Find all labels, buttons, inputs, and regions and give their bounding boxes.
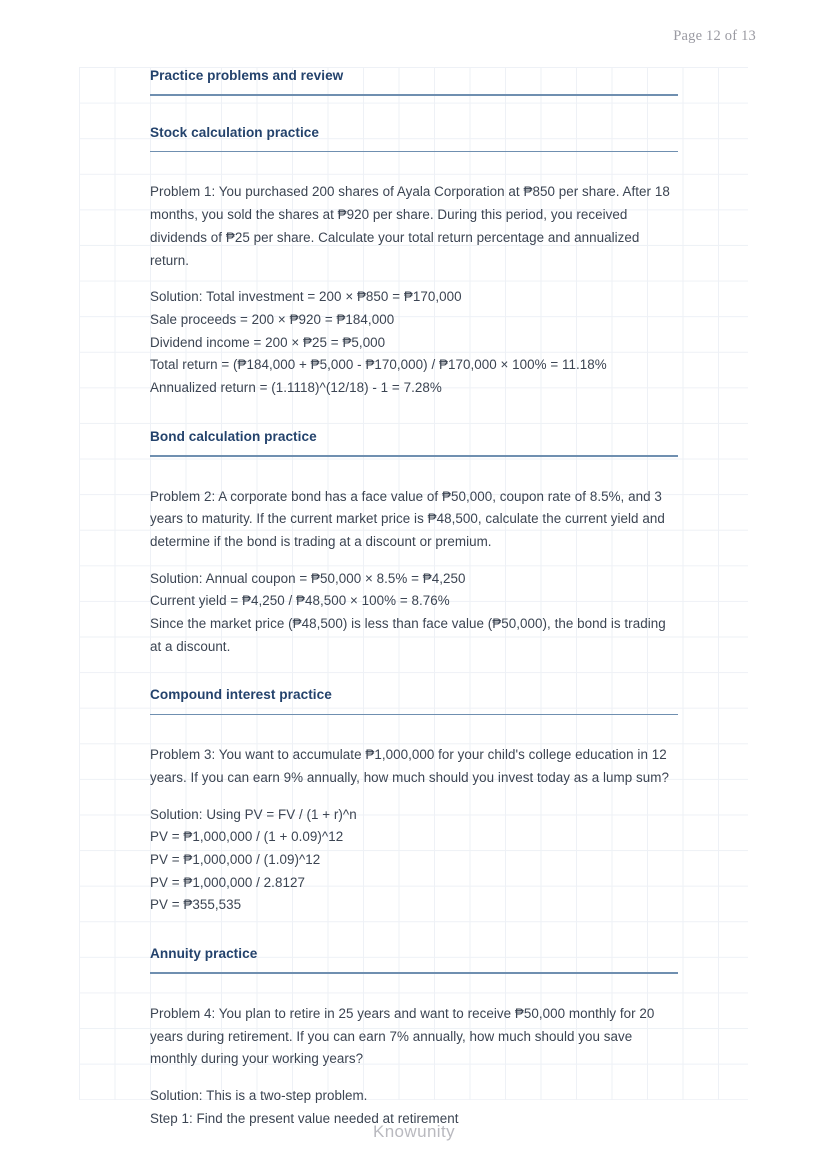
- solution-line: Dividend income = 200 × ₱25 = ₱5,000: [150, 334, 386, 350]
- section-stock-calculation: [150, 124, 678, 400]
- spacer: [150, 96, 678, 124]
- spacer: [150, 272, 678, 286]
- section-bond-calculation: [150, 428, 678, 659]
- spacer: [150, 400, 678, 428]
- section-annuity: [150, 945, 678, 1130]
- spacer: [150, 554, 678, 568]
- spacer: [150, 1071, 678, 1085]
- spacer: [150, 457, 678, 486]
- document-title-block: [150, 67, 678, 96]
- solution-line: PV = ₱1,000,000 / 2.8127: [150, 874, 305, 890]
- solution-line: Solution: Using PV = FV / (1 + r)^n: [150, 806, 357, 822]
- spacer: [150, 152, 678, 181]
- solution-line: Sale proceeds = 200 × ₱920 = ₱184,000: [150, 311, 395, 327]
- spacer: [150, 715, 678, 744]
- solution-line: Annualized return = (1.1118)^(12/18) - 1 = 7.28%: [150, 380, 442, 396]
- page-title: Practice problems and review: [150, 68, 344, 83]
- spacer: [150, 790, 678, 804]
- section-heading: Bond calculation practice: [150, 428, 317, 444]
- section-compound-interest: [150, 686, 678, 917]
- problem-statement: Problem 4: You plan to retire in 25 years and want to receive ₱50,000 monthly for 20 years during retirement. If you can earn 7% annually, how much should you save monthly during your working years?: [150, 1005, 655, 1067]
- spacer: [150, 658, 678, 686]
- solution-line: Current yield = ₱4,250 / ₱48,500 × 100% = 8.76%: [150, 593, 450, 609]
- section-heading: Stock calculation practice: [150, 124, 320, 140]
- solution-line: Solution: This is a two-step problem.: [150, 1087, 368, 1103]
- solution-line: Total return = (₱184,000 + ₱5,000 - ₱170,000) / ₱170,000 × 100% = 11.18%: [150, 357, 607, 373]
- spacer: [150, 917, 678, 945]
- problem-statement: Problem 2: A corporate bond has a face value of ₱50,000, coupon rate of 8.5%, and 3 years to maturity. If the current market price is ₱48,500, calculate the current yield and determine if the bond is trading at a discount or premium.: [150, 488, 665, 549]
- solution-line: Solution: Total investment = 200 × ₱850 = ₱170,000: [150, 289, 462, 305]
- solution-line: PV = ₱355,535: [150, 897, 242, 913]
- problem-statement: Problem 3: You want to accumulate ₱1,000,000 for your child's college education in 12 years. If you can earn 9% annually, how much should you invest today as a lump sum?: [150, 747, 669, 785]
- page-indicator: Page 12 of 13: [673, 28, 756, 44]
- problem-statement: Problem 1: You purchased 200 shares of Ayala Corporation at ₱850 per share. After 18 months, you sold the shares at ₱920 per share. During this period, you received dividends of ₱25 per share. Calculate your total return percentage and annualized return.: [150, 184, 670, 268]
- solution-line: PV = ₱1,000,000 / (1 + 0.09)^12: [150, 829, 344, 845]
- solution-line: Step 1: Find the present value needed at retirement: [150, 1110, 459, 1126]
- document-content: [150, 67, 678, 1126]
- section-heading: Compound interest practice: [150, 687, 332, 703]
- solution-line: PV = ₱1,000,000 / (1.09)^12: [150, 852, 321, 867]
- brand-watermark: Knowunity: [372, 1122, 456, 1141]
- solution-line: Solution: Annual coupon = ₱50,000 × 8.5% = ₱4,250: [150, 570, 466, 586]
- spacer: [150, 974, 678, 1003]
- solution-line: Since the market price (₱48,500) is less than face value (₱50,000), the bond is trading at a discount.: [150, 616, 666, 654]
- section-heading: Annuity practice: [150, 946, 258, 962]
